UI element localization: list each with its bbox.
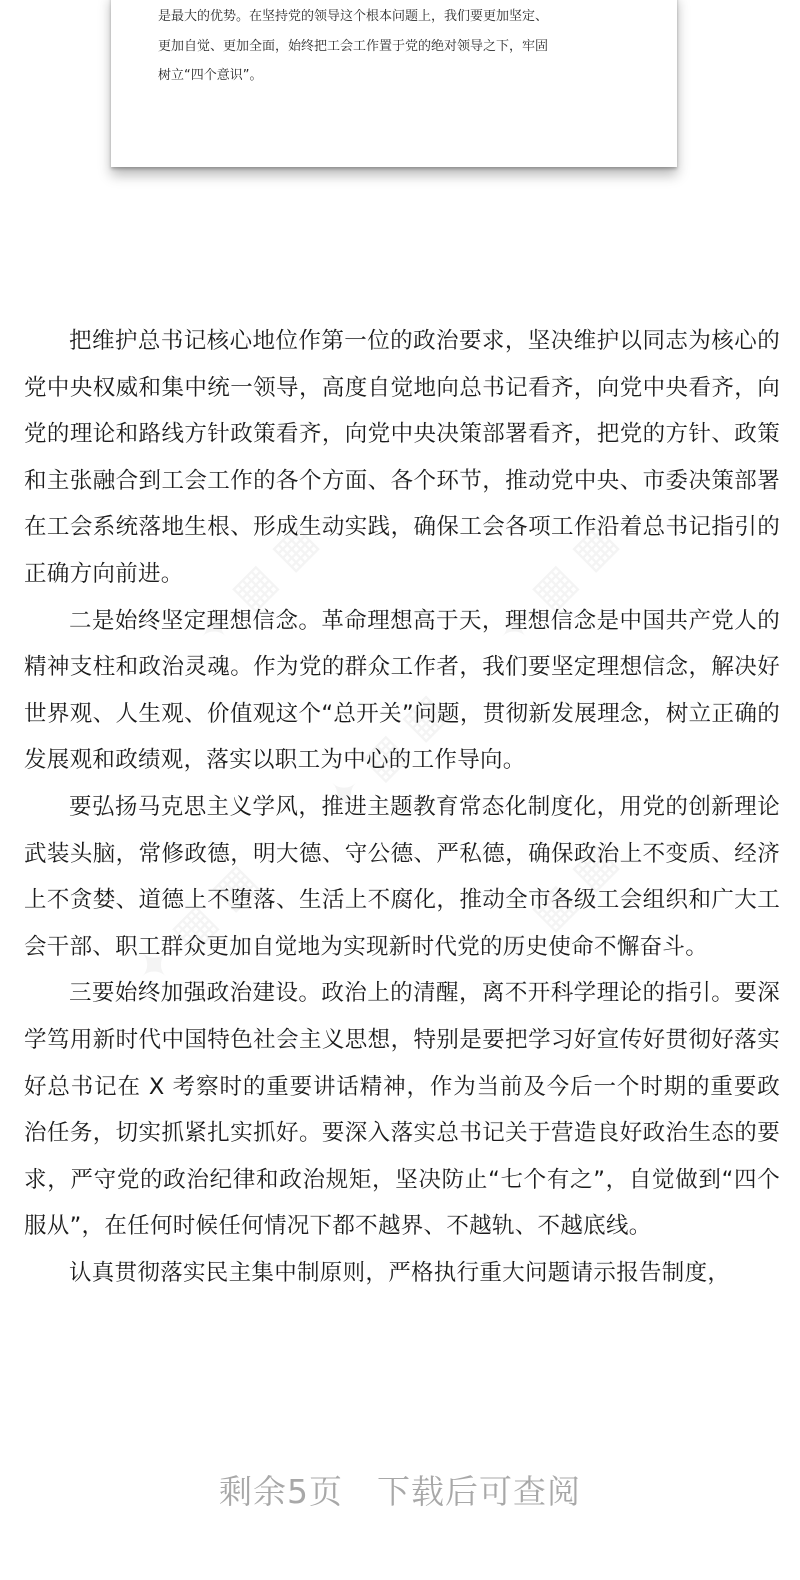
paragraph: 把维护总书记核心地位作第一位的政治要求，坚决维护以同志为核心的党中央权威和集中统一领导，高度自觉地向总书记看齐，向党中央看齐，向党的理论和路线方针政策看齐，向党中央决策部署看齐，把党的方针、政策和主张融合到工会工作的各个方面、各个环节，推动党中央、市委决策部署在工会系统落地生根、形成生动实践，确保工会各项工作沿着总书记指引的正确方向前进。 [24, 328, 780, 587]
paragraph: 三要始终加强政治建设。政治上的清醒，离不开科学理论的指引。要深学笃用新时代中国特色社会主义思想，特别是要把学习好宣传好贯彻好落实好总书记在 X 考察时的重要讲话精神，作为当前及今后一个时期的重要政治任务，切实抓紧扎实抓好。要深入落实总书记关于营造良好政治生态的要求，严守党的政治纪律和政治规矩，坚决防止“七个有之”，自觉做到“四个服从”，在任何时候任何情况下都不越界、不越轨、不越底线。 [24, 980, 780, 1240]
paragraph: 要弘扬马克思主义学风，推进主题教育常态化制度化，用党的创新理论武装头脑，常修政德，明大德、守公德、严私德，确保政治上不变质、经济上不贪婪、道德上不堕落、生活上不腐化，推动全市各级工会组织和广大工会干部、职工群众更加自觉地为实现新时代党的历史使命不懈奋斗。 [24, 793, 780, 960]
download-prompt-label: 下载后可查阅 [377, 1472, 581, 1511]
remaining-pages-label: 剩余5页 [219, 1472, 343, 1511]
page-preview-card [111, 0, 677, 167]
paragraph: 认真贯彻落实民主集中制原则，严格执行重大问题请示报告制度， [69, 1259, 731, 1286]
preview-text [158, 2, 648, 91]
document-body [24, 318, 780, 1296]
preview-line: 更加自觉、更加全面，始终把工会工作置于党的绝对领导之下，牢固 [158, 38, 549, 54]
preview-line: 树立“四个意识”。 [158, 68, 263, 83]
paragraph: 二是始终坚定理想信念。革命理想高于天，理想信念是中国共产党人的精神支柱和政治灵魂。作为党的群众工作者，我们要坚定理想信念，解决好世界观、人生观、价值观这个“总开关”问题，贯彻新发展理念，树立正确的发展观和政绩观，落实以职工为中心的工作导向。 [24, 607, 780, 774]
preview-line: 是最大的优势。在坚持党的领导这个根本问题上，我们要更加坚定、 [158, 9, 549, 24]
download-prompt-button[interactable] [0, 1462, 800, 1522]
